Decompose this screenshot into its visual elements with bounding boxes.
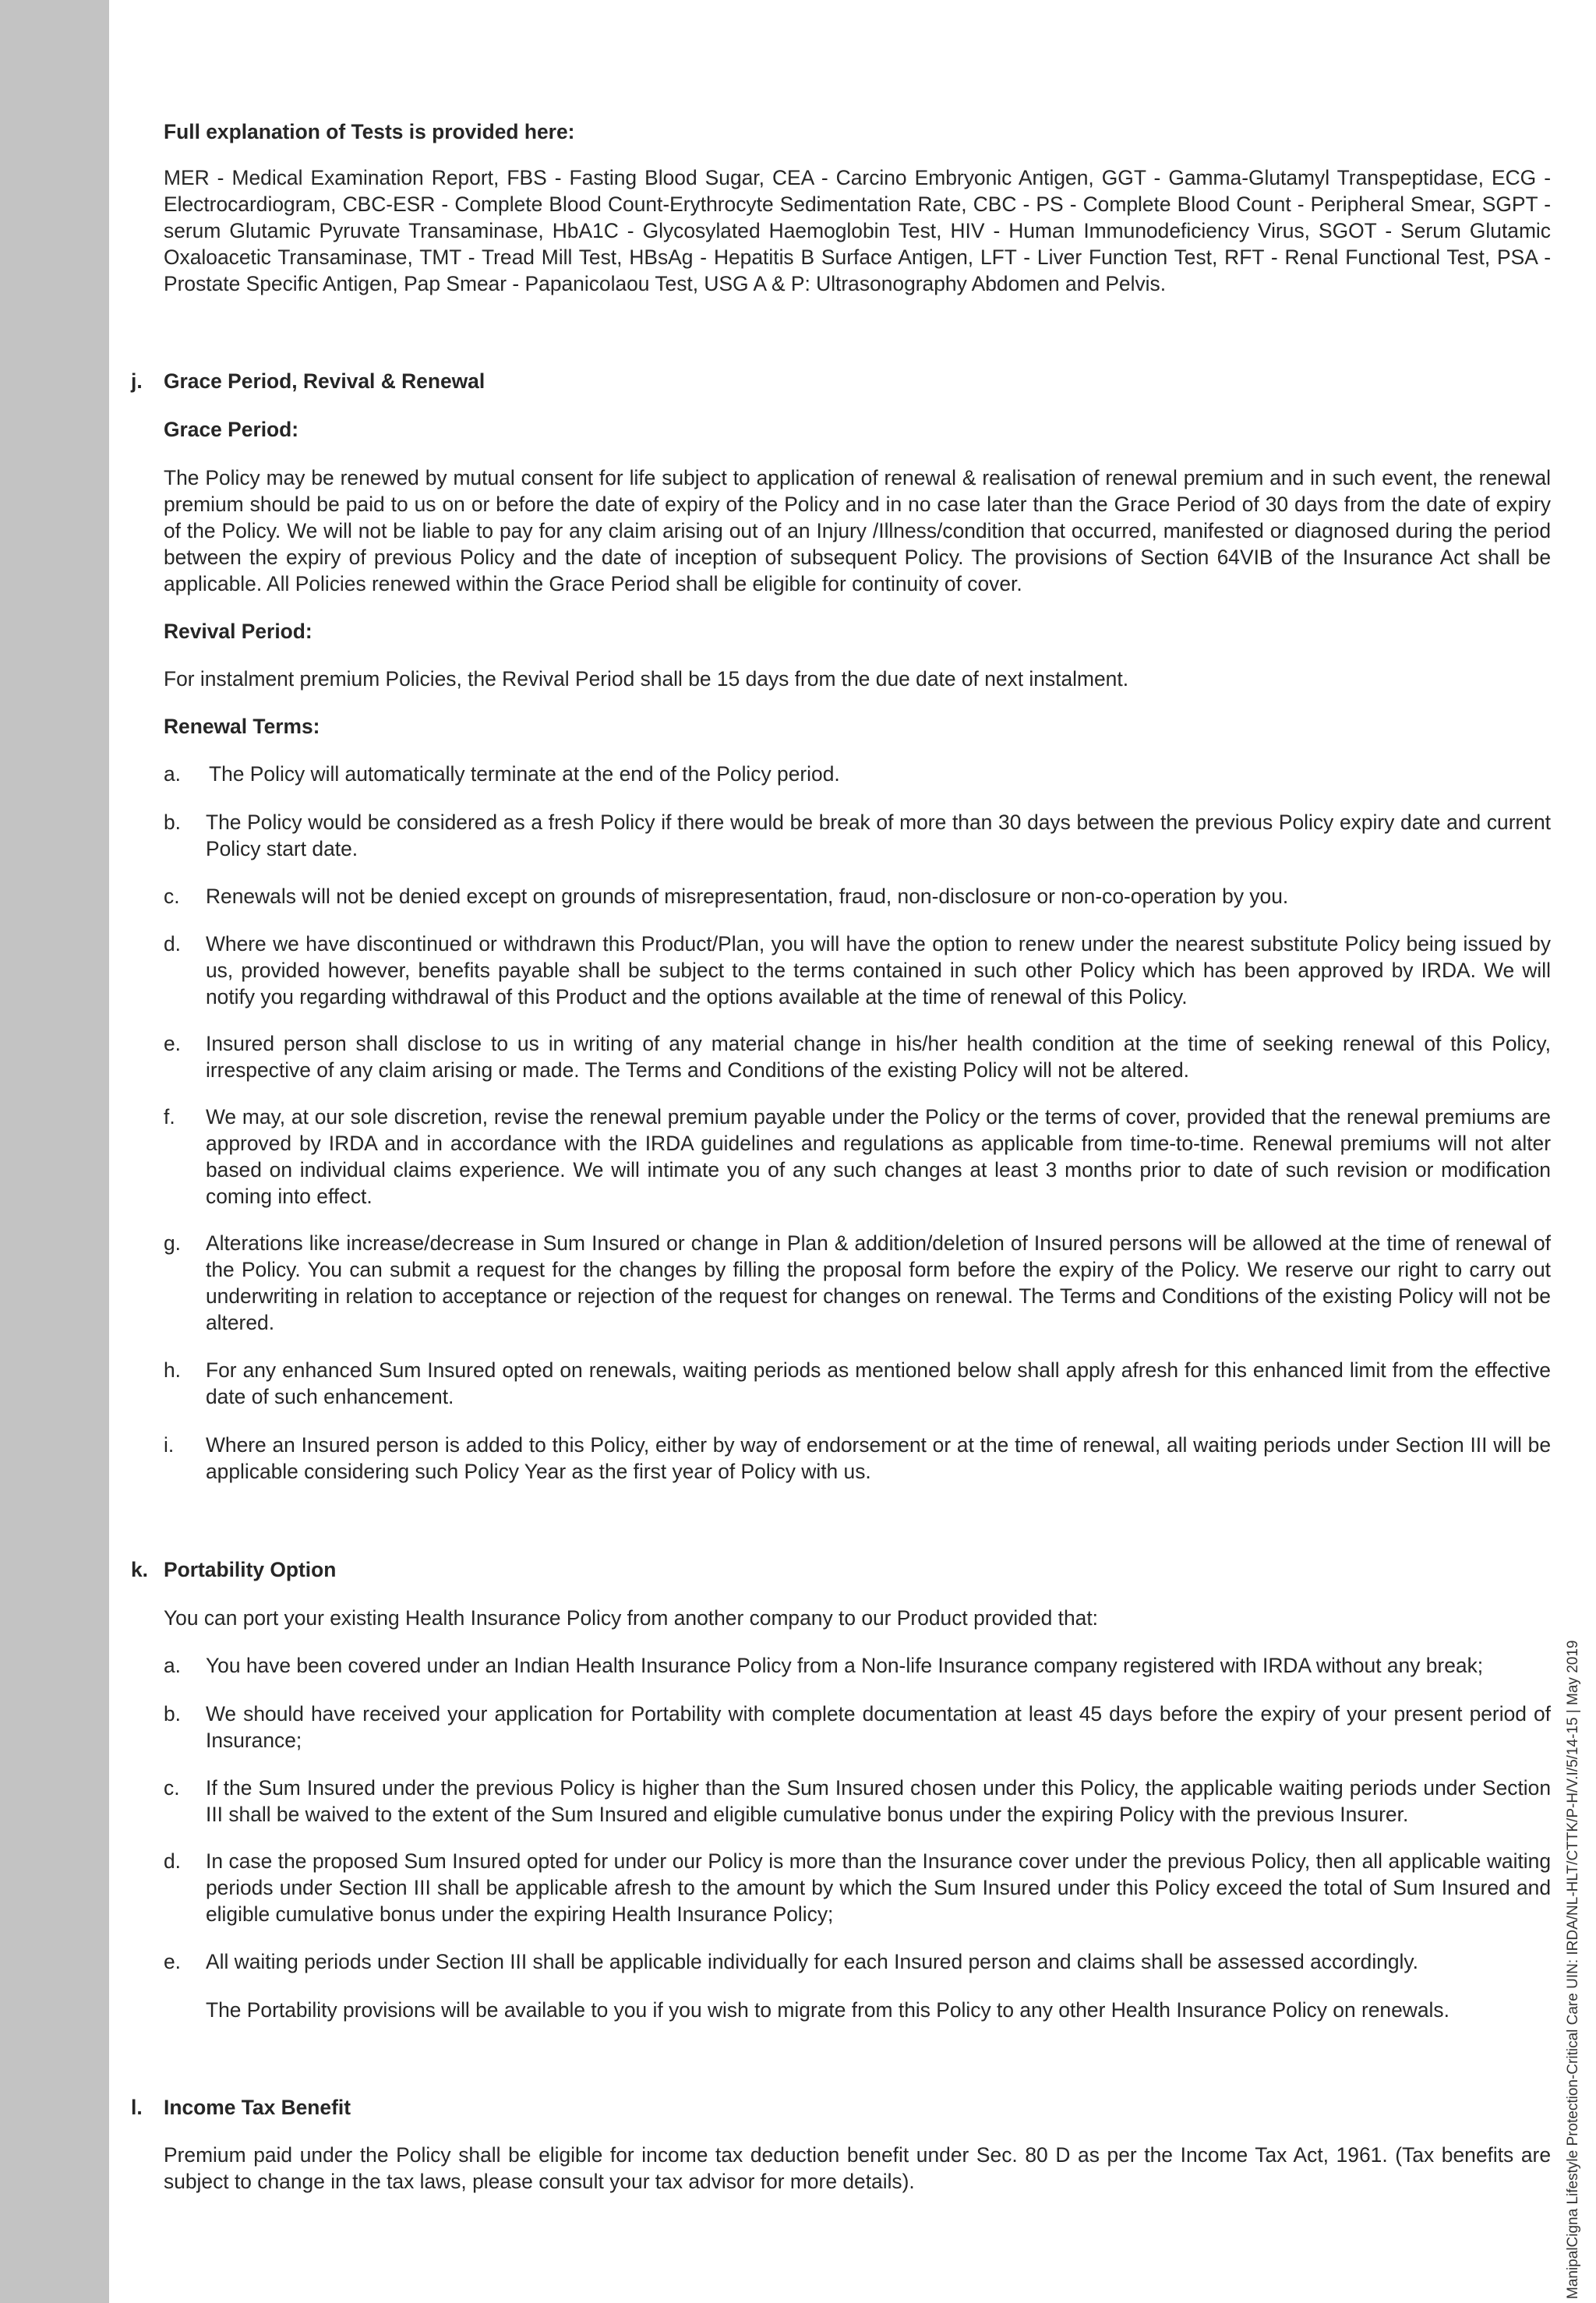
portability-item-label: a. — [164, 1654, 182, 1677]
renewal-item-label: e. — [164, 1032, 182, 1055]
renewal-item-label: g. — [164, 1231, 182, 1255]
portability-item-text: We should have received your application for Portability with complete documentation at least 45 days before the expiry of your present period of Insurance; — [206, 1702, 1551, 1752]
renewal-item-label: i. — [164, 1433, 175, 1457]
portability-item-label: c. — [164, 1776, 180, 1800]
tests-heading: Full explanation of Tests is provided here: — [164, 120, 575, 143]
renewal-item-text: For any enhanced Sum Insured opted on renewals, waiting periods as mentioned below shall apply afresh for this enhanced limit from the effective date of such enhancement. — [206, 1358, 1551, 1408]
renewal-item-text: Where an Insured person is added to this Policy, either by way of endorsement or at the time of renewal, all waiting periods under Section III will be applicable considering such Policy Year as the first year of Policy with us. — [206, 1433, 1551, 1483]
left-margin-bar — [0, 0, 109, 2303]
section-j-title: Grace Period, Revival & Renewal — [164, 369, 486, 393]
renewal-item-text: Alterations like increase/decrease in Sum Insured or change in Plan & addition/deletion of Insured persons will be allowed at the time of renewal of the Policy. You can submit a request for the changes by filling the proposal form before the expiry of the Policy. We reserve our right to carry out underwriting in relation to acceptance or rejection of the request for changes on renewal. The Terms and Conditions of the existing Policy will not be altered. — [206, 1231, 1551, 1334]
renewal-item-label: a. — [164, 762, 182, 786]
renewal-item-text: Renewals will not be denied except on grounds of misrepresentation, fraud, non-disclosure or non-co-operation by you. — [206, 885, 1289, 908]
renewal-item-text: Where we have discontinued or withdrawn this Product/Plan, you will have the option to renew under the nearest substitute Policy being issued by us, provided however, benefits payable shall be subject to the terms contained in such other Policy which has been approved by IRDA. We will notify you regarding withdrawal of this Product and the options available at the time of renewal of this Policy. — [206, 932, 1551, 1008]
portability-item-label: e. — [164, 1950, 182, 1973]
section-j-letter: j. — [131, 369, 143, 393]
tests-body: MER - Medical Examination Report, FBS - Fasting Blood Sugar, CEA - Carcino Embryonic Antigen, GGT - Gamma-Glutamyl Transpeptidase, ECG - Electrocardiogram, CBC-ESR - Complete Blood Count-Erythrocyte Sedimentation Rate, CBC - PS - Complete Blood Count - Peripheral Smear, SGPT -serum Glutamic Pyruvate Transaminase, HbA1C - Glycosylated Haemoglobin Test, HIV - Human Immunodeficiency Virus, SGOT - Serum Glutamic Oxaloacetic Transaminase, TMT - Tread Mill Test, HBsAg - Hepatitis B Surface Antigen, LFT - Liver Function Test, RFT - Renal Functional Test, PSA - Prostate Specific Antigen, Pap Smear - Papanicolaou Test, USG A & P: Ultrasonography Abdomen and Pelvis. — [164, 166, 1551, 295]
portability-item-text: In case the proposed Sum Insured opted for under our Policy is more than the Insurance cover under the previous Policy, then all applicable waiting periods under Section III shall be applicable afresh to the amount by which the Sum Insured under this Policy exceed the total of Sum Insured and eligible cumulative bonus under the expiring Health Insurance Policy; — [206, 1849, 1551, 1926]
renewal-item-label: c. — [164, 885, 180, 908]
portability-item-text: You have been covered under an Indian Health Insurance Policy from a Non-life Insurance company registered with IRDA without any break; — [206, 1654, 1484, 1677]
portability-intro: You can port your existing Health Insurance Policy from another company to our Product provided that: — [164, 1606, 1098, 1630]
section-k-letter: k. — [131, 1558, 149, 1581]
renewal-terms-heading: Renewal Terms: — [164, 715, 320, 738]
renewal-item-text: Insured person shall disclose to us in writing of any material change in his/her health condition at the time of seeking renewal of this Policy, irrespective of any claim arising or made. The Terms and Conditions of the existing Policy will not be altered. — [206, 1032, 1551, 1082]
renewal-item-label: d. — [164, 932, 182, 955]
portability-item-text: If the Sum Insured under the previous Policy is higher than the Sum Insured chosen under this Policy, the applicable waiting periods under Section III shall be waived to the extent of the Sum Insured and eligible cumulative bonus under the expiring Policy with the previous Insurer. — [206, 1776, 1551, 1826]
income-tax-body: Premium paid under the Policy shall be eligible for income tax deduction benefit under Sec. 80 D as per the Income Tax Act, 1961. (Tax benefits are subject to change in the tax laws, please consult your tax advisor for more details). — [164, 2143, 1551, 2193]
grace-period-heading: Grace Period: — [164, 418, 299, 441]
section-l-letter: l. — [131, 2096, 143, 2119]
section-k-title: Portability Option — [164, 1558, 337, 1581]
revival-period-body: For instalment premium Policies, the Revival Period shall be 15 days from the due date of next instalment. — [164, 667, 1129, 691]
section-l-title: Income Tax Benefit — [164, 2096, 351, 2119]
renewal-item-text: The Policy would be considered as a fresh Policy if there would be break of more than 30 days between the previous Policy expiry date and current Policy start date. — [206, 811, 1551, 860]
revival-period-heading: Revival Period: — [164, 620, 312, 643]
portability-closing: The Portability provisions will be available to you if you wish to migrate from this Policy to any other Health Insurance Policy on renewals. — [206, 1998, 1449, 2022]
portability-item-text: All waiting periods under Section III shall be applicable individually for each Insured person and claims shall be assessed accordingly. — [206, 1950, 1418, 1973]
renewal-item-text: The Policy will automatically terminate at the end of the Policy period. — [209, 762, 840, 786]
renewal-item-label: h. — [164, 1358, 182, 1382]
renewal-item-text: We may, at our sole discretion, revise the renewal premium payable under the Policy or the terms of cover, provided that the renewal premiums are approved by IRDA and in accordance with the IRDA guidelines and regulations as applicable from time-to-time. Renewal premiums will not alter based on individual claims experience. We will intimate you of any such changes at least 3 months prior to date of such revision or modification coming into effect. — [206, 1105, 1551, 1208]
document-footer-side-note: ManipalCigna Lifestyle Protection-Critical Care UIN: IRDA/NL-HLT/CTTK/P-H/V.I/5/14-15 | May 2019 — [1565, 1640, 1581, 2299]
portability-item-label: d. — [164, 1849, 182, 1873]
portability-item-label: b. — [164, 1702, 182, 1725]
grace-period-body: The Policy may be renewed by mutual consent for life subject to application of renewal & realisation of renewal premium and in such event, the renewal premium should be paid to us on or before the date of expiry of the Policy and in no case later than the Grace Period of 30 days from the date of expiry of the Policy. We will not be liable to pay for any claim arising out of an Injury /Illness/condition that occurred, manifested or diagnosed during the period between the expiry of previous Policy and the date of inception of subsequent Policy. The provisions of Section 64VIB of the Insurance Act shall be applicable. All Policies renewed within the Grace Period shall be eligible for continuity of cover. — [164, 466, 1551, 595]
renewal-item-label: b. — [164, 811, 182, 834]
renewal-item-label: f. — [164, 1105, 175, 1129]
